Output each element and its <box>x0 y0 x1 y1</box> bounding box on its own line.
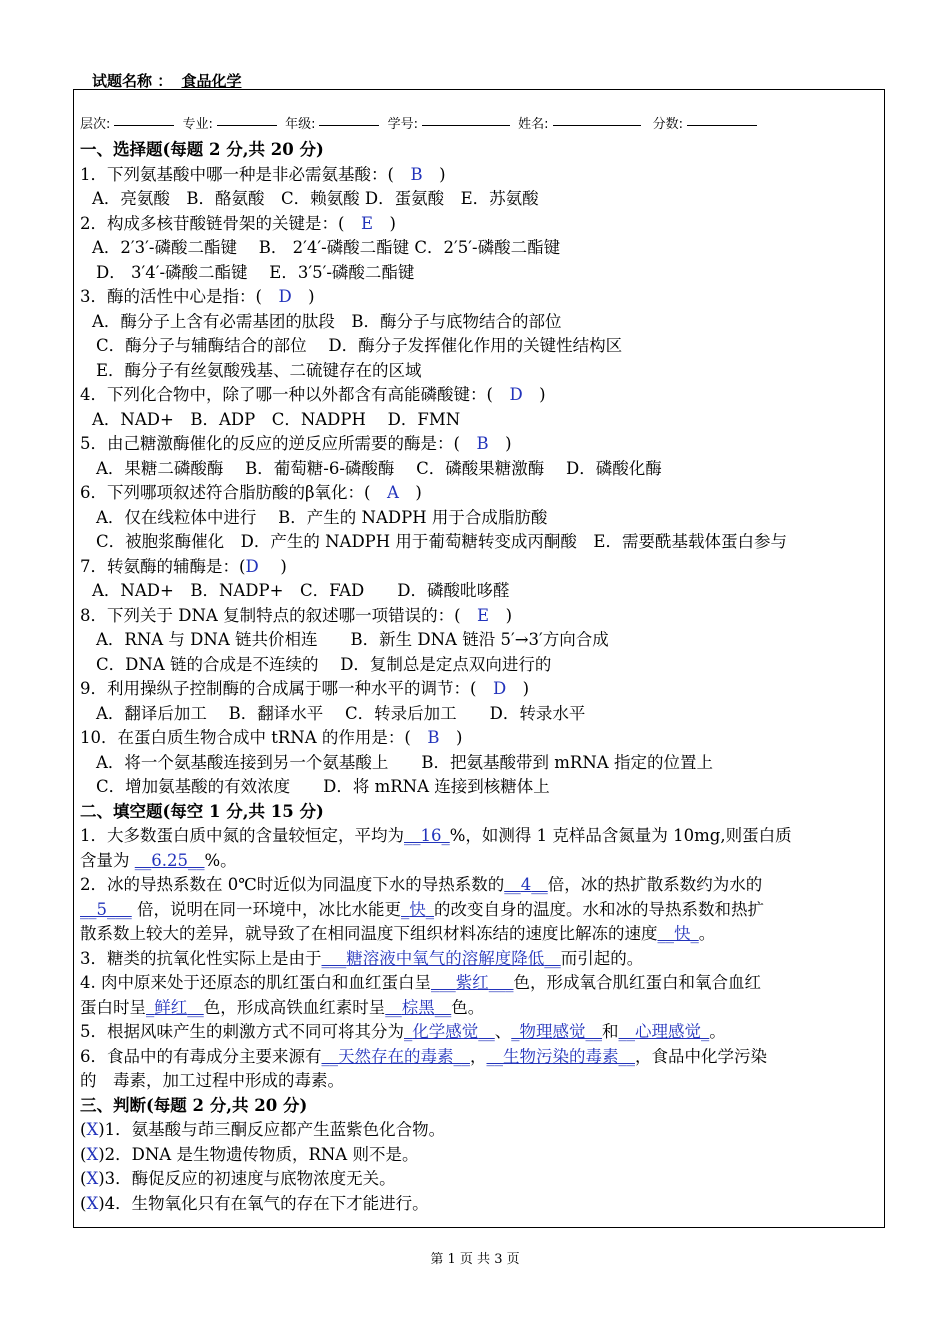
judge-mark-1: X <box>86 1120 99 1139</box>
major-field[interactable] <box>217 124 277 126</box>
fill-5-answer-2: _物理感觉__ <box>511 1022 602 1041</box>
question-9-options: A．翻译后加工 B．翻译水平 C．转录后加工 D．转录水平 <box>96 703 586 723</box>
answer-2: E <box>360 213 373 233</box>
question-10: 10．在蛋白质生物合成中 tRNA 的作用是：( B ) <box>80 728 463 747</box>
answer-1: B <box>410 164 423 184</box>
fill-2-answer-3: _快_ <box>401 899 434 919</box>
score-label: 分数: <box>652 117 684 132</box>
grade-label: 年级: <box>285 117 316 132</box>
fill-2-answer-2: __5___ <box>80 899 132 919</box>
question-5-options: A．果糖二磷酸酶 B．葡萄糖-6-磷酸酶 C．磷酸果糖激酶 D．磷酸化酶 <box>96 458 662 478</box>
fill-1-line-2: 含量为 __6.25__%。 <box>80 850 237 870</box>
fill-4-answer-1: ___紫红___ <box>431 973 514 992</box>
question-9: 9．利用操纵子控制酶的合成属于哪一种水平的调节：( D ) <box>80 679 530 698</box>
fill-6-line-2: 的 毒素，加工过程中形成的毒素。 <box>80 1071 344 1090</box>
fill-2-answer-4: __快_ <box>657 924 699 943</box>
fill-3-answer-1: ___糖溶液中氧气的溶解度降低__ <box>321 948 561 968</box>
answer-3: D <box>278 287 292 306</box>
question-8-options-a: A．RNA 与 DNA 链共价相连 B．新生 DNA 链沿 5′→3′方向合成 <box>96 630 609 649</box>
fill-4-answer-2: _鲜红__ <box>146 997 204 1017</box>
question-4-options: A．NAD+ B．ADP C．NADPH D．FMN <box>92 409 461 429</box>
exam-title <box>92 70 245 91</box>
question-2-options-b: D． 3′4′-磷酸二酯键 E．3′5′-磷酸二酯键 <box>96 262 415 282</box>
grade-field[interactable] <box>319 124 379 126</box>
question-7: 7．转氨酶的辅酶是：(D ) <box>80 556 287 576</box>
question-3-options-a: A．酶分子上含有必需基团的肽段 B．酶分子与底物结合的部位 <box>92 311 562 331</box>
student-info-row <box>80 112 880 138</box>
fill-5: 5．根据风味产生的刺激方式不同可将其分为_化学感觉__、_物理感觉__和__心理感觉_。 <box>80 1022 726 1041</box>
question-4: 4．下列化合物中，除了哪一种以外都含有高能磷酸键：( D ) <box>80 385 546 404</box>
student-id-label: 学号: <box>387 117 418 132</box>
answer-6: A <box>386 483 399 502</box>
question-6-options-b: C．被胞浆酶催化 D．产生的 NADPH 用于葡萄糖转变成丙酮酸 E．需要酰基载体蛋白参与 <box>96 532 787 551</box>
answer-5: B <box>476 434 489 453</box>
question-2-options-a: A．2′3′-磷酸二酯键 B． 2′4′-磷酸二酯键 C．2′5′-磷酸二酯键 <box>92 238 561 257</box>
fill-4-answer-3: __棕黑__ <box>385 997 452 1017</box>
fill-2-answer-1: __4__ <box>504 875 548 894</box>
question-6-options-a: A．仅在线粒体中进行 B．产生的 NADPH 用于合成脂肪酸 <box>96 507 548 527</box>
question-3-options-c: E．酶分子有丝氨酸残基、二硫键存在的区域 <box>96 360 422 380</box>
level-label: 层次: <box>80 117 111 132</box>
question-1-options: A．亮氨酸 B．酪氨酸 C．赖氨酸 D．蛋氨酸 E．苏氨酸 <box>92 189 539 208</box>
judge-mark-2: X <box>86 1144 99 1164</box>
exam-content <box>80 112 880 1216</box>
section-judge-heading: 三、判断(每题 2 分,共 20 分) <box>80 1095 308 1115</box>
fill-3: 3．糖类的抗氧化性实际上是由于___糖溶液中氧气的溶解度降低__而引起的。 <box>80 948 644 968</box>
question-8-options-b: C．DNA 链的合成是不连续的 D．复制总是定点双向进行的 <box>96 654 552 674</box>
question-6: 6．下列哪项叙述符合脂肪酸的β氧化：( A ) <box>80 483 422 502</box>
fill-5-answer-3: __心理感觉_ <box>618 1022 710 1041</box>
fill-1-line-1: 1．大多数蛋白质中氮的含量较恒定，平均为__16_%，如测得 1 克样品含氮量为 10mg,则蛋白质 <box>80 826 792 845</box>
page-footer: 第 1 页 共 3 页 <box>430 1252 520 1267</box>
fill-6-answer-2: __生物污染的毒素__ <box>486 1046 635 1066</box>
fill-5-answer-1: _化学感觉__ <box>404 1022 495 1041</box>
question-10-options-b: C．增加氨基酸的有效浓度 D．将 mRNA 连接到核糖体上 <box>96 777 550 796</box>
name-field[interactable] <box>553 124 641 126</box>
fill-6-answer-1: __天然存在的毒素__ <box>321 1046 470 1066</box>
answer-4: D <box>509 385 523 404</box>
question-8: 8．下列关于 DNA 复制特点的叙述哪一项错误的：( E ) <box>80 605 512 625</box>
name-label: 姓名: <box>518 117 549 132</box>
level-field[interactable] <box>114 124 174 126</box>
question-5: 5．由己糖激酶催化的反应的逆反应所需要的酶是：( B ) <box>80 434 512 453</box>
question-3-options-b: C．酶分子与辅酶结合的部位 D．酶分子发挥催化作用的关键性结构区 <box>96 336 623 355</box>
judge-item-2: (X)2．DNA 是生物遗传物质，RNA 则不是。 <box>80 1144 419 1164</box>
answer-8: E <box>477 605 490 625</box>
question-7-options: A．NAD+ B．NADP+ C．FAD D．磷酸吡哆醛 <box>92 581 510 600</box>
student-id-field[interactable] <box>422 124 510 126</box>
answer-9: D <box>492 679 507 698</box>
judge-item-1: (X)1．氨基酸与茚三酮反应都产生蓝紫色化合物。 <box>80 1120 446 1139</box>
judge-mark-4: X <box>86 1193 99 1213</box>
exam-title-label: 试题名称 ： <box>92 72 173 90</box>
section-fill-heading: 二、填空题(每空 1 分,共 15 分) <box>80 801 324 821</box>
exam-title-value: 食品化学 <box>181 72 242 90</box>
answer-7: D <box>245 556 259 576</box>
major-label: 专业: <box>182 117 213 132</box>
fill-4-line-1: 4. 肉中原来处于还原态的肌红蛋白和血红蛋白呈___紫红___色，形成氧合肌红蛋白和氧合血红 <box>80 973 761 992</box>
judge-mark-3: X <box>86 1169 99 1188</box>
section-choice-heading: 一、选择题(每题 2 分,共 20 分) <box>80 140 324 159</box>
judge-item-3: (X)3．酶促反应的初速度与底物浓度无关。 <box>80 1169 396 1188</box>
fill-1-answer-1: __16_ <box>404 826 450 845</box>
answer-10: B <box>427 728 440 747</box>
fill-4-line-2: 蛋白时呈_鲜红__色，形成高铁血红素时呈__棕黑__色。 <box>80 997 485 1017</box>
question-10-options-a: A．将一个氨基酸连接到另一个氨基酸上 B．把氨基酸带到 mRNA 指定的位置上 <box>96 752 713 772</box>
question-1: 1．下列氨基酸中哪一种是非必需氨基酸：( B ) <box>80 164 446 184</box>
fill-2-line-3: 散系数上较大的差异，就导致了在相同温度下组织材料冻结的速度比解冻的速度__快_。 <box>80 924 716 943</box>
score-field[interactable] <box>687 124 757 126</box>
fill-2-line-2: __5___ 倍，说明在同一环境中，冰比水能更_快_的改变自身的温度。水和冰的导热系数和热扩 <box>80 899 764 919</box>
fill-6-line-1: 6．食品中的有毒成分主要来源有__天然存在的毒素__，__生物污染的毒素__，食品中化学污染 <box>80 1046 767 1066</box>
question-2: 2．构成多核苷酸链骨架的关键是：( E ) <box>80 213 396 233</box>
fill-2-line-1: 2．冰的导热系数在 0℃时近似为同温度下水的导热系数的__4__倍，冰的热扩散系数约为水的 <box>80 875 763 894</box>
judge-item-4: (X)4．生物氧化只有在氧气的存在下才能进行。 <box>80 1193 429 1213</box>
fill-1-answer-2: __6.25__ <box>134 850 205 870</box>
question-3: 3．酶的活性中心是指：( D ) <box>80 287 315 306</box>
